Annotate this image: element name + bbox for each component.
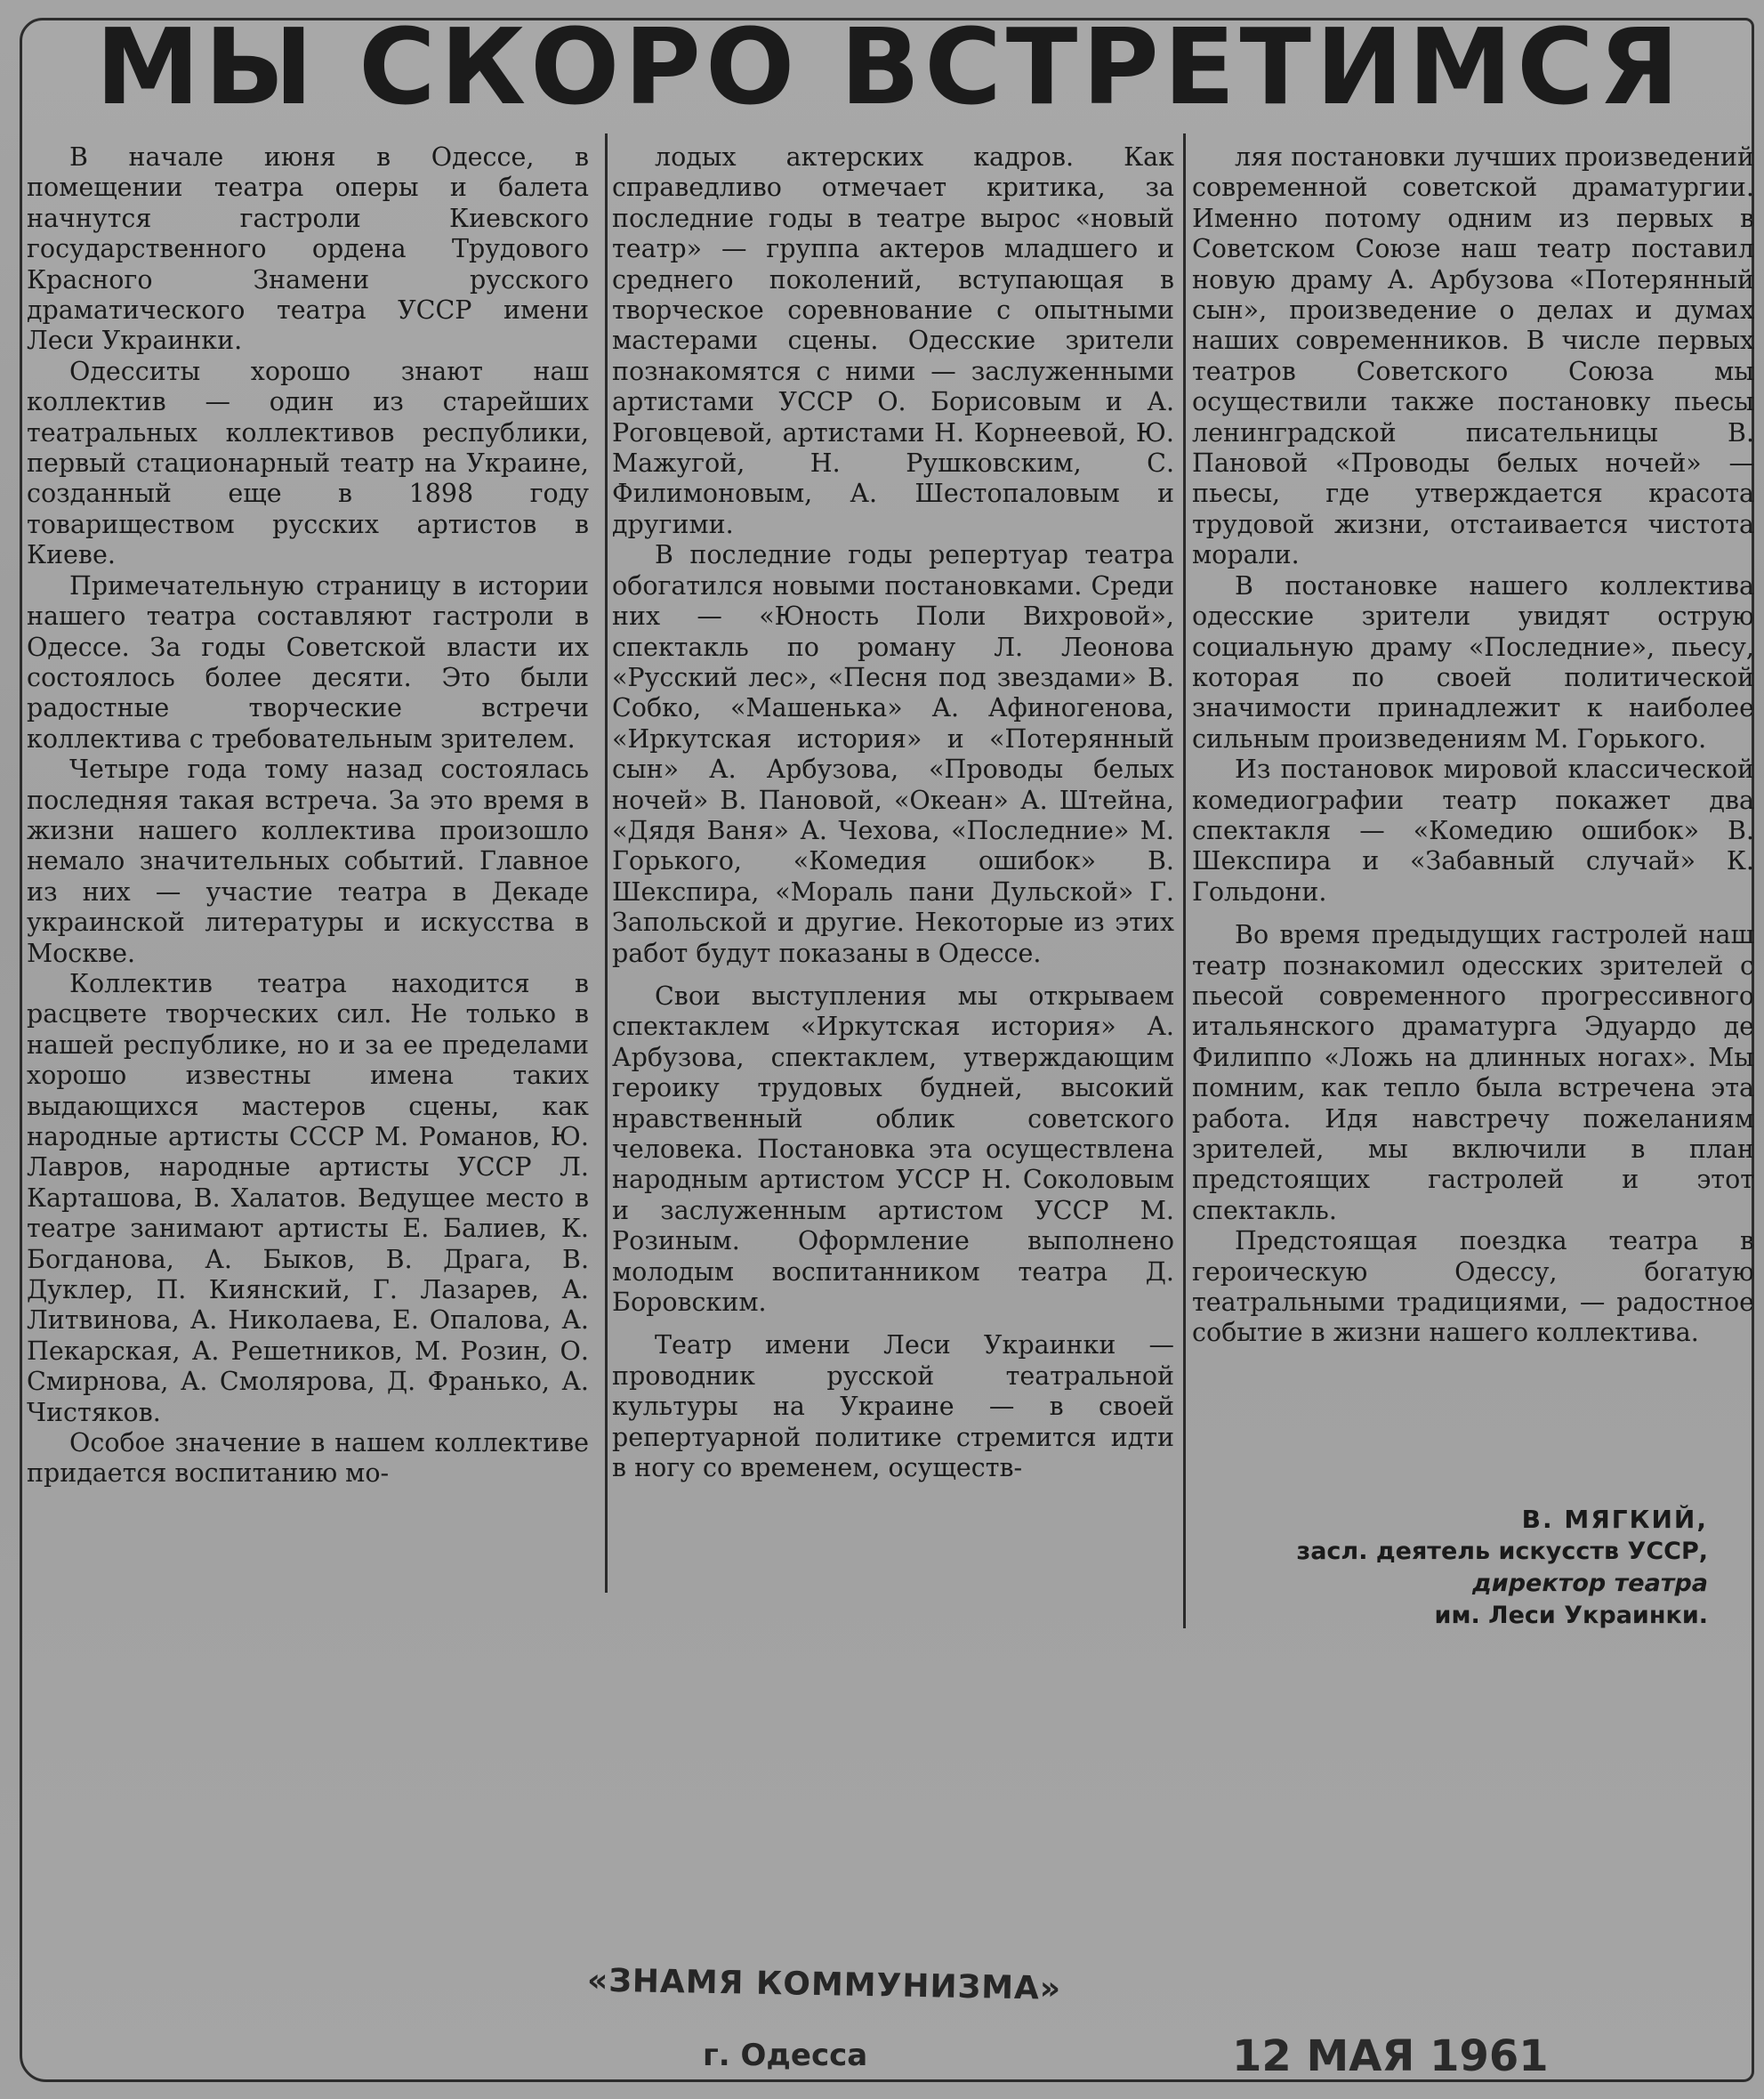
- article-column-1: [27, 142, 589, 1489]
- paragraph: В постановке нашего коллектива одесские зрители увидят острую социальную драму «Последние», пьесу, которая по своей политической значимости принадлежит к наиболее сильным произведениям М. Горького.: [1192, 570, 1754, 754]
- paragraph: Примечательную страницу в истории нашего театра составляют гастроли в Одессе. За годы Советской власти их состоялось более десяти. Это были радостные творческие встречи коллектива с требовательным зрителем.: [27, 570, 589, 754]
- paragraph: Одесситы хорошо знают наш коллектив — один из старейших театральных коллективов республики, первый стационарный театр на Украине, созданный еще в 1898 году товариществом русских артистов в Киеве.: [27, 356, 589, 570]
- author-organization: им. Леси Украинки.: [1434, 1602, 1708, 1629]
- paragraph: В начале июня в Одессе, в помещении театра оперы и балета начнутся гастроли Киевского государственного ордена Трудового Красного Знамени русского драматического театра УССР имени Леси Украинки.: [27, 142, 589, 356]
- column-rule: [1183, 133, 1186, 1628]
- paragraph: Во время предыдущих гастролей наш театр познакомил одесских зрителей с пьесой современного прогрессивного итальянского драматурга Эдуардо де Филиппо «Ложь на длинных ногах». Мы помним, как тепло была встречена эта работа. Идя навстречу пожеланиям зрителей, мы включили в план предстоящих гастролей и этот спектакль.: [1192, 920, 1754, 1225]
- article-column-3: [1192, 142, 1754, 1349]
- author-signature: [1174, 1504, 1708, 1632]
- paragraph: В последние годы репертуар театра обогатился новыми постановками. Среди них — «Юность Поли Вихровой», спектакль по роману Л. Леонова «Русский лес», «Песня под звездами» В. Собко, «Машенька» А. Афиногенова, «Иркутская история» и «Потерянный сын» А. Арбузова, «Проводы белых ночей» В. Пановой, «Океан» А. Штейна, «Дядя Ваня» А. Чехова, «Последние» М. Горького, «Комедия ошибок» В. Шекспира, «Мораль пани Дульской» Г. Запольской и другие. Некоторые из этих работ будут показаны в Одессе.: [612, 540, 1174, 968]
- paragraph: Четыре года тому назад состоялась последняя такая встреча. За это время в жизни нашего коллектива произошло немало значительных событий. Главное из них — участие театра в Декаде украинской литературы и искусства в Москве.: [27, 755, 589, 968]
- paragraph: лодых актерских кадров. Как справедливо отмечает критика, за последние годы в театре вырос «новый театр» — группа актеров младшего и среднего поколений, вступающая в творческое соревнование с опытными мастерами сцены. Одесские зрители познакомятся с ними — заслуженными артистами УССР О. Борисовым и А. Роговцевой, артистами Н. Корнеевой, Ю. Мажугой, Н. Рушковским, С. Филимоновым, А. Шестопаловым и другими.: [612, 142, 1174, 539]
- article-column-2: [612, 142, 1174, 1483]
- author-name: В. МЯГКИЙ,: [1521, 1505, 1708, 1534]
- column-rule: [605, 133, 608, 1593]
- paragraph: Свои выступления мы открываем спектаклем «Иркутская история» А. Арбузова, спектаклем, утверждающим героику трудовых будней, высокий нравственный облик советского человека. Постановка эта осуществлена народным артистом УССР Н. Соколовым и заслуженным артистом УССР М. Розиным. Оформление выполнено молодым воспитанником театра Д. Боровским.: [612, 981, 1174, 1318]
- newspaper-stamp: «ЗНАМЯ КОММУНИЗМА»: [586, 1962, 1062, 2007]
- headline: МЫ СКОРО ВСТРЕТИМСЯ: [95, 5, 1684, 128]
- stamp-city: г. Одесса: [703, 2038, 868, 2073]
- paragraph: Коллектив театра находится в расцвете творческих сил. Не только в нашей республике, но и за ее пределами хорошо известны имена таких выдающихся мастеров сцены, как народные артисты СССР М. Романов, Ю. Лавров, народные артисты УССР Л. Карташова, В. Халатов. Ведущее место в театре занимают артисты Е. Балиев, К. Богданова, А. Быков, В. Драга, В. Дуклер, П. Киянский, Г. Лазарев, А. Литвинова, А. Николаева, Е. Опалова, А. Пекарская, А. Решетников, М. Розин, О. Смирнова, А. Смолярова, Д. Франько, А. Чистяков.: [27, 968, 589, 1427]
- stamp-date: 12 МАЯ 1961: [1232, 2031, 1549, 2081]
- author-title: засл. деятель искусств УССР,: [1296, 1538, 1708, 1565]
- paragraph: ляя постановки лучших произведений современной советской драматургии. Именно потому одним из первых в Советском Союзе наш театр поставил новую драму А. Арбузова «Потерянный сын», произведение о делах и думах наших современников. В числе первых театров Советского Союза мы осуществили также постановку пьесы ленинградской писательницы В. Пановой «Проводы белых ночей» — пьесы, где утверждается красота трудовой жизни, отстаивается чистота морали.: [1192, 142, 1754, 570]
- paragraph: Предстоящая поездка театра в героическую Одессу, богатую театральными традициями, — радостное событие в жизни нашего коллектива.: [1192, 1226, 1754, 1348]
- paragraph: Из постановок мировой классической комедиографии театр покажет два спектакля — «Комедию ошибок» В. Шекспира и «Забавный случай» К. Гольдони.: [1192, 755, 1754, 907]
- paragraph: Театр имени Леси Украинки — проводник русской театральной культуры на Украине — в своей репертуарной политике стремится идти в ногу со временем, осуществ-: [612, 1330, 1174, 1483]
- paragraph: Особое значение в нашем коллективе придается воспитанию мо-: [27, 1428, 589, 1489]
- author-position: директор театра: [1472, 1570, 1708, 1597]
